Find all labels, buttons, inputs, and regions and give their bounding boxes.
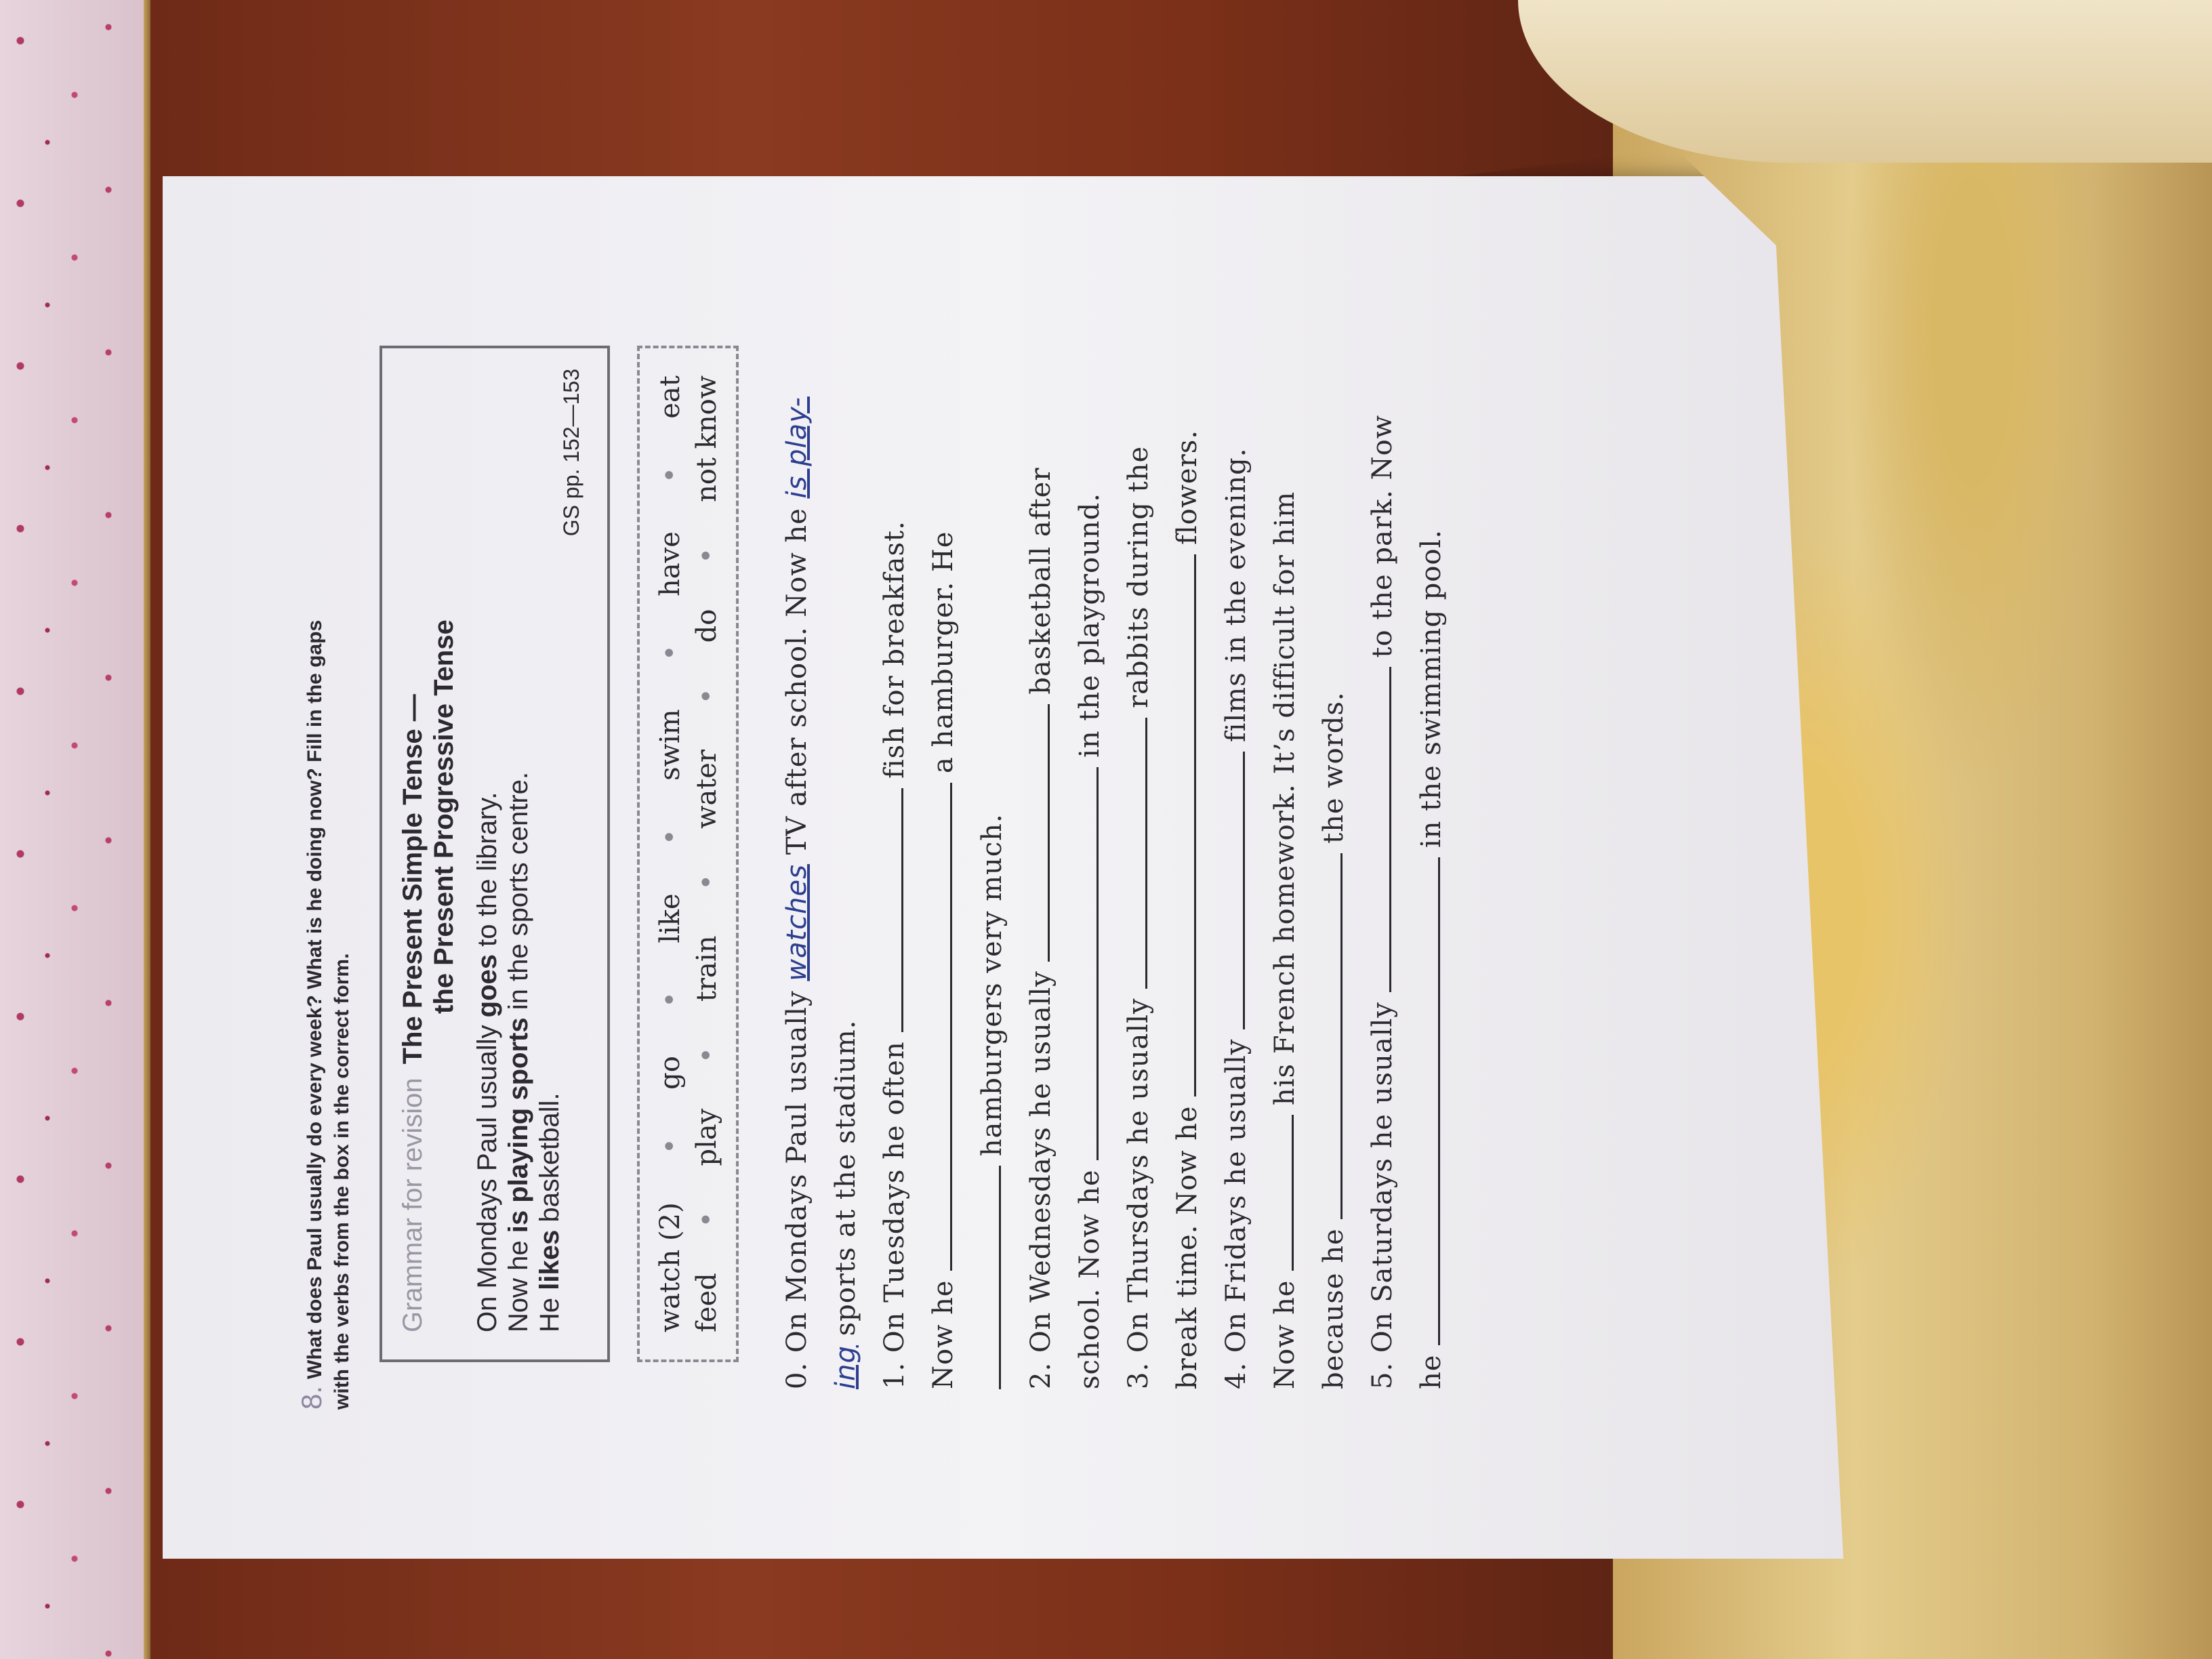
ex3-text-c: break time. Now he xyxy=(1172,1105,1203,1389)
grammar-reference: GS pp. 152—153 xyxy=(559,369,583,537)
wallpaper-background xyxy=(0,0,146,1659)
ex0-text-c: sports at the stadium. xyxy=(830,1019,861,1346)
grammar-example-2 xyxy=(503,375,534,1332)
verb-item: train xyxy=(691,935,722,1002)
instruction-line-2: with the verbs from the box in the correct form. xyxy=(331,953,353,1410)
grammar-box xyxy=(380,346,610,1362)
verb-item: like xyxy=(655,893,686,943)
ex3-text-b: rabbits during the xyxy=(1123,445,1154,709)
grammar-label: Grammar for revision xyxy=(398,1078,428,1332)
ex2-post: in the sports centre. xyxy=(504,771,533,1018)
handwritten-answer: ing xyxy=(830,1345,861,1389)
bullet-separator: • xyxy=(691,548,722,564)
ex4-text-f: the words. xyxy=(1318,691,1349,844)
exercise-1-line-2 xyxy=(919,319,968,1389)
ex1-text-b: fish for breakfast. xyxy=(879,520,910,779)
grammar-title-line-2: the Present Progressive Tense xyxy=(429,619,459,1014)
exercise-1-line-3 xyxy=(968,319,1017,1389)
bullet-separator: • xyxy=(655,829,686,845)
exercise-4-line-2 xyxy=(1261,319,1309,1389)
ex4-text-b: films in the evening. xyxy=(1221,447,1252,743)
ex0-text-a: 0. On Mondays Paul usually xyxy=(781,981,813,1389)
verb-item: water xyxy=(691,749,722,829)
handwritten-answer: is play- xyxy=(781,396,813,499)
answer-gap[interactable] xyxy=(1262,1115,1294,1271)
exercise-5-line-2 xyxy=(1407,319,1456,1389)
ex1-bold: goes xyxy=(472,954,502,1018)
grammar-title xyxy=(397,375,459,1332)
handwritten-answer: watches xyxy=(781,864,813,981)
ex5-text-c: he xyxy=(1416,1354,1447,1389)
answer-gap[interactable] xyxy=(1359,667,1391,992)
verb-row-1 xyxy=(652,375,689,1332)
bullet-separator: • xyxy=(691,874,722,890)
worksheet-page xyxy=(295,298,1572,1410)
exercise-0-line-2 xyxy=(821,319,870,1389)
task-instruction xyxy=(295,298,356,1410)
ex1-text-a: 1. On Tuesdays he often xyxy=(879,1041,910,1389)
bullet-separator: • xyxy=(655,467,686,483)
verb-item: not know xyxy=(691,375,722,503)
verb-row-2 xyxy=(689,375,725,1332)
verb-item: feed xyxy=(691,1273,722,1332)
verb-item: swim xyxy=(655,709,686,781)
bullet-separator: • xyxy=(691,688,722,704)
answer-gap[interactable] xyxy=(920,783,952,1271)
ex1-pre: On Mondays Paul usually xyxy=(472,1017,502,1332)
ex3-post: basketball. xyxy=(535,1092,565,1230)
verb-box xyxy=(637,346,739,1362)
task-number: 8. xyxy=(295,1385,327,1410)
ex4-text-d: his French homework. It’s difficult for him xyxy=(1269,491,1300,1106)
ex2-text-d: in the playground. xyxy=(1074,493,1105,758)
ex2-bold: is playing sports xyxy=(504,1017,533,1233)
grammar-title-line-1: The Present Simple Tense — xyxy=(398,694,428,1065)
ex5-text-d: in the swimming pool. xyxy=(1416,529,1447,848)
bullet-separator: • xyxy=(691,1211,722,1228)
answer-gap[interactable] xyxy=(1408,857,1440,1345)
verb-item: do xyxy=(691,609,722,643)
bullet-separator: • xyxy=(655,644,686,661)
ex3-text-d: flowers. xyxy=(1172,430,1203,545)
exercise-3-line-2 xyxy=(1163,319,1212,1389)
answer-gap[interactable] xyxy=(1067,767,1099,1160)
exercise-0-line-1 xyxy=(773,319,821,1389)
ex5-text-b: to the park. Now xyxy=(1367,415,1398,658)
answer-gap[interactable] xyxy=(969,1166,1001,1389)
ex3-pre: He xyxy=(535,1290,565,1332)
ex1-text-c: Now he xyxy=(928,1279,959,1389)
ex5-text-a: 5. On Saturdays he usually xyxy=(1367,1002,1398,1389)
exercise-5-line-1 xyxy=(1358,319,1407,1389)
answer-gap[interactable] xyxy=(872,788,903,1032)
exercise-4-line-1 xyxy=(1212,319,1261,1389)
ex2-text-b: basketball after xyxy=(1025,467,1057,695)
exercise-4-line-3 xyxy=(1309,319,1358,1389)
bullet-separator: • xyxy=(655,991,686,1008)
grammar-example-1 xyxy=(472,375,503,1332)
ex4-text-e: because he xyxy=(1318,1228,1349,1389)
exercise-1-line-1 xyxy=(870,319,919,1389)
ex1-text-d: a hamburger. He xyxy=(928,531,959,774)
ex2-pre: Now he xyxy=(504,1233,533,1332)
verb-item: play xyxy=(691,1108,722,1166)
exercise-2-line-1 xyxy=(1017,319,1065,1389)
ex4-text-a: 4. On Fridays he usually xyxy=(1221,1038,1252,1389)
ex1-post: to the library. xyxy=(472,792,502,954)
answer-gap[interactable] xyxy=(1164,554,1196,1097)
bullet-separator: • xyxy=(691,1047,722,1063)
verb-item: eat xyxy=(655,375,686,419)
answer-gap[interactable] xyxy=(1115,718,1147,989)
ex2-text-c: school. Now he xyxy=(1074,1169,1105,1389)
answer-gap[interactable] xyxy=(1018,704,1050,962)
ex3-text-a: 3. On Thursdays he usually xyxy=(1123,998,1154,1389)
ex2-text-a: 2. On Wednesdays he usually xyxy=(1025,970,1057,1389)
ex0-text-b: TV after school. Now he xyxy=(781,498,813,865)
exercise-list xyxy=(773,319,1456,1389)
exercise-3-line-1 xyxy=(1114,319,1163,1389)
ex1-text-e: hamburgers very much. xyxy=(977,813,1008,1157)
answer-gap[interactable] xyxy=(1311,853,1343,1219)
answer-gap[interactable] xyxy=(1213,752,1245,1029)
grammar-examples xyxy=(472,375,565,1332)
instruction-line-1: What does Paul usually do every week? What is he doing now? Fill in the gaps xyxy=(304,619,326,1379)
exercise-2-line-2 xyxy=(1065,319,1114,1389)
table-edge xyxy=(144,0,150,1659)
verb-item: have xyxy=(655,531,686,596)
verb-item: watch (2) xyxy=(655,1202,686,1332)
bullet-separator: • xyxy=(655,1138,686,1154)
ex4-text-c: Now he xyxy=(1269,1279,1300,1389)
ex3-bold: likes xyxy=(535,1229,565,1290)
verb-item: go xyxy=(655,1056,686,1090)
